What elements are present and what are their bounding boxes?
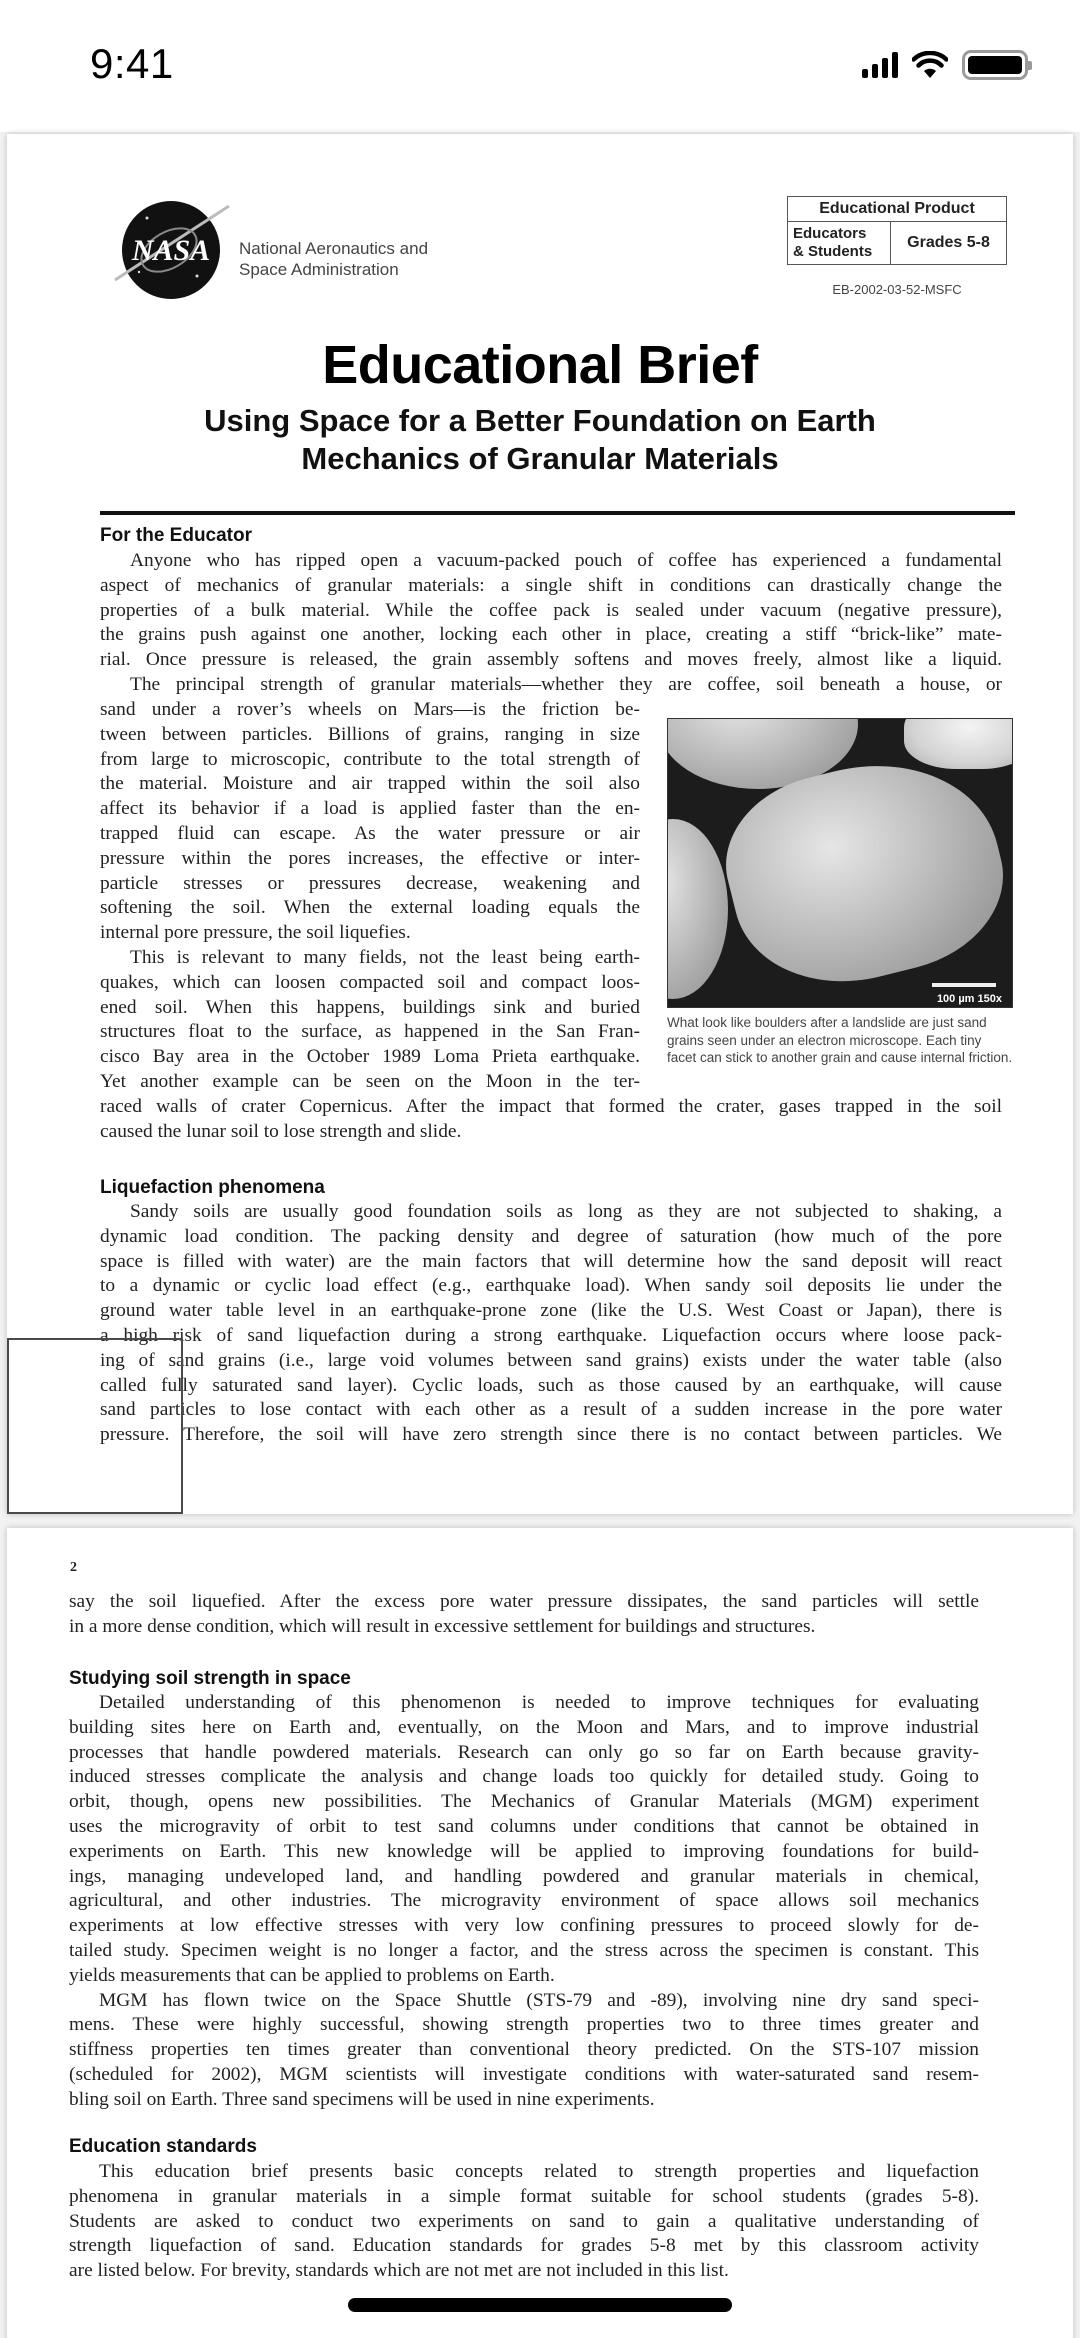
- document-header: [7, 134, 1073, 534]
- product-grades: Grades 5-8: [907, 234, 990, 251]
- section-heading-educator: For the Educator: [100, 525, 253, 546]
- status-bar: [0, 0, 1080, 132]
- selection-rectangle[interactable]: [7, 1338, 183, 1514]
- document-title: Educational Brief: [322, 335, 758, 395]
- educator-paragraph-3-tail: raced walls of crater Copernicus. After the impact that formed the crater, gases trapped in the soil caused the lunar soil to lose strength and slide.: [100, 1096, 1002, 1142]
- nasa-logo-icon: [107, 196, 231, 302]
- scale-bar: [932, 983, 996, 987]
- figure-caption: What look like boulders after a landslide are just sand grains seen under an electron microscope. Each tiny facet can stick to another grain and cause internal friction.: [667, 1015, 1013, 1065]
- electron-microscope-image: [667, 718, 1013, 1008]
- section-heading-space: Studying soil strength in space: [69, 1668, 351, 1689]
- standards-paragraph: This education brief presents basic concepts related to strength properties and liquefaction phenomena in granular materials in a simple format suitable for school students (grades 5-8). Students are asked to conduct two experiments on sand to gain a qualitative understanding of strength liquefaction of sand. Education standards for grades 5-8 met by this classroom activity are listed below. For brevity, standards which are not met are not included in this list.: [69, 2161, 979, 2282]
- document-subtitle: Using Space for a Better Foundation on Earth Mechanics of Granular Materials: [204, 403, 876, 476]
- continuation-paragraph: say the soil liquefied. After the excess pore water pressure dissipates, the sand particles will settle in a more dense condition, which will result in excessive settlement for buildings and structures.: [69, 1591, 979, 1637]
- educator-paragraph-1: Anyone who has ripped open a vacuum-packed pouch of coffee has experienced a fundamental aspect of mechanics of granular materials: a single shift in conditions can drastically change the properties of a bulk material. While the coffee pack is sealed under vacuum (negative pressure), the grains push against one another, locking each other in place, creating a stiff “brick-like” mate- rial. Once pressure is released, the grain assembly softens and moves freely, almost like a liquid. The principal strength of granular materials—whether they are coffee, soil beneath a house, or: [100, 550, 1002, 695]
- title-divider: [100, 511, 1015, 515]
- agency-name: National Aeronautics and Space Administration: [239, 239, 429, 279]
- document-page-1: [7, 134, 1073, 1514]
- product-title: Educational Product: [788, 197, 1006, 222]
- status-icons: [862, 50, 1028, 80]
- svg-text:NASA: NASA: [131, 234, 211, 267]
- product-audience: Educators & Students: [788, 222, 891, 264]
- space-paragraph: Detailed understanding of this phenomenon is needed to improve techniques for evaluating building sites here on Earth and, eventually, on the Moon and Mars, and to improve industrial processes that handle powdered materials. Research can only go so far on Earth because gravity- induced stresses complicate the analysis and change loads too quickly for detailed study. Going to orbit, though, opens new possibilities. The Mechanics of Granular Materials (MGM) experiment uses the microgravity of orbit to test sand columns under conditions that cannot be obtained in experiments on Earth. This new knowledge will be applied to improving foundations for build- ings, managing undeveloped land, and handling powdered and granular materials in chemical, agricultural, and other industries. The microgravity environment of space allows soil mechanics experiments at low effective stresses with very low confining pressures to proceed slowly for de- tailed study. Specimen weight is no longer a factor, and the stress across the specimen is constant. This yields measurements that can be applied to problems on Earth. MGM has flown twice on the Space Shuttle (STS-79 and -89), involving nine dry sand speci- mens. These were highly successful, showing strength properties two to three times greater and stiffness properties ten times greater than conventional theory predicted. On the STS-107 mission (scheduled for 2002), MGM scientists will investigate conditions with water-saturated sand resem- bling soil on Earth. Three sand specimens will be used in nine experiments.: [69, 1692, 979, 2110]
- liquefaction-paragraph: Sandy soils are usually good foundation soils as long as they are not subjected to shaking, a dynamic load condition. The packing density and degree of saturation (how much of the pore space is filled with water) are the main factors that will determine how the sand deposit will react to a dynamic or cyclic load effect (e.g., earthquake load). When sandy soil deposits lie under the ground water table level in an earthquake-prone zone (like the U.S. West Coast or Japan), there is a high risk of sand liquefaction during a strong earthquake. Liquefaction occurs where loose pack- ing of sand grains (i.e., large void volumes between sand grains) exists under the water table (also called fully saturated sand layer). Cyclic loads, such as those caused by an earthquake, will cause sand particles to lose contact with each other as a result of a sudden increase in the pore water pressure. Therefore, the soil will have zero strength since there is no contact between particles. We: [100, 1201, 1002, 1446]
- section-heading-liquefaction: Liquefaction phenomena: [100, 1177, 325, 1198]
- wifi-icon: [912, 51, 948, 79]
- battery-icon: [962, 50, 1028, 80]
- page-number: 2: [70, 1560, 77, 1575]
- product-code: EB-2002-03-52-MSFC: [832, 282, 962, 297]
- educational-product-box: [787, 196, 1007, 265]
- scale-label: 100 µm 150x: [936, 993, 1002, 1005]
- educator-paragraph-2-wrapped: sand under a rover’s wheels on Mars—is the friction be- tween between particles. Billions of grains, ranging in size from large to microscopic, contribute to the total strength of the material. Moisture and air trapped within the soil also affect its behavior if a load is applied faster than the en- trapped fluid can escape. As the water pressure or air pressure within the pores increases, the effective or inter- particle stresses or pressures decrease, weakening and softening the soil. When the external loading equals the internal pore pressure, the soil liquefies. This is relevant to many fields, not the least being earth- quakes, which can loosen compacted soil and compact loos- ened soil. When this happens, buildings sink and buried structures float to the surface, as happened in the San Fran- cisco Bay area in the October 1989 Loma Prieta earthquake. Yet another example can be seen on the Moon in the ter-: [100, 699, 640, 1092]
- document-page-2: [7, 1528, 1073, 2338]
- cellular-signal-icon: [862, 52, 898, 78]
- status-time: 9:41: [90, 40, 174, 87]
- section-heading-standards: Education standards: [69, 2136, 257, 2157]
- home-indicator[interactable]: [348, 2298, 732, 2312]
- sand-grain-figure: [667, 718, 1013, 1067]
